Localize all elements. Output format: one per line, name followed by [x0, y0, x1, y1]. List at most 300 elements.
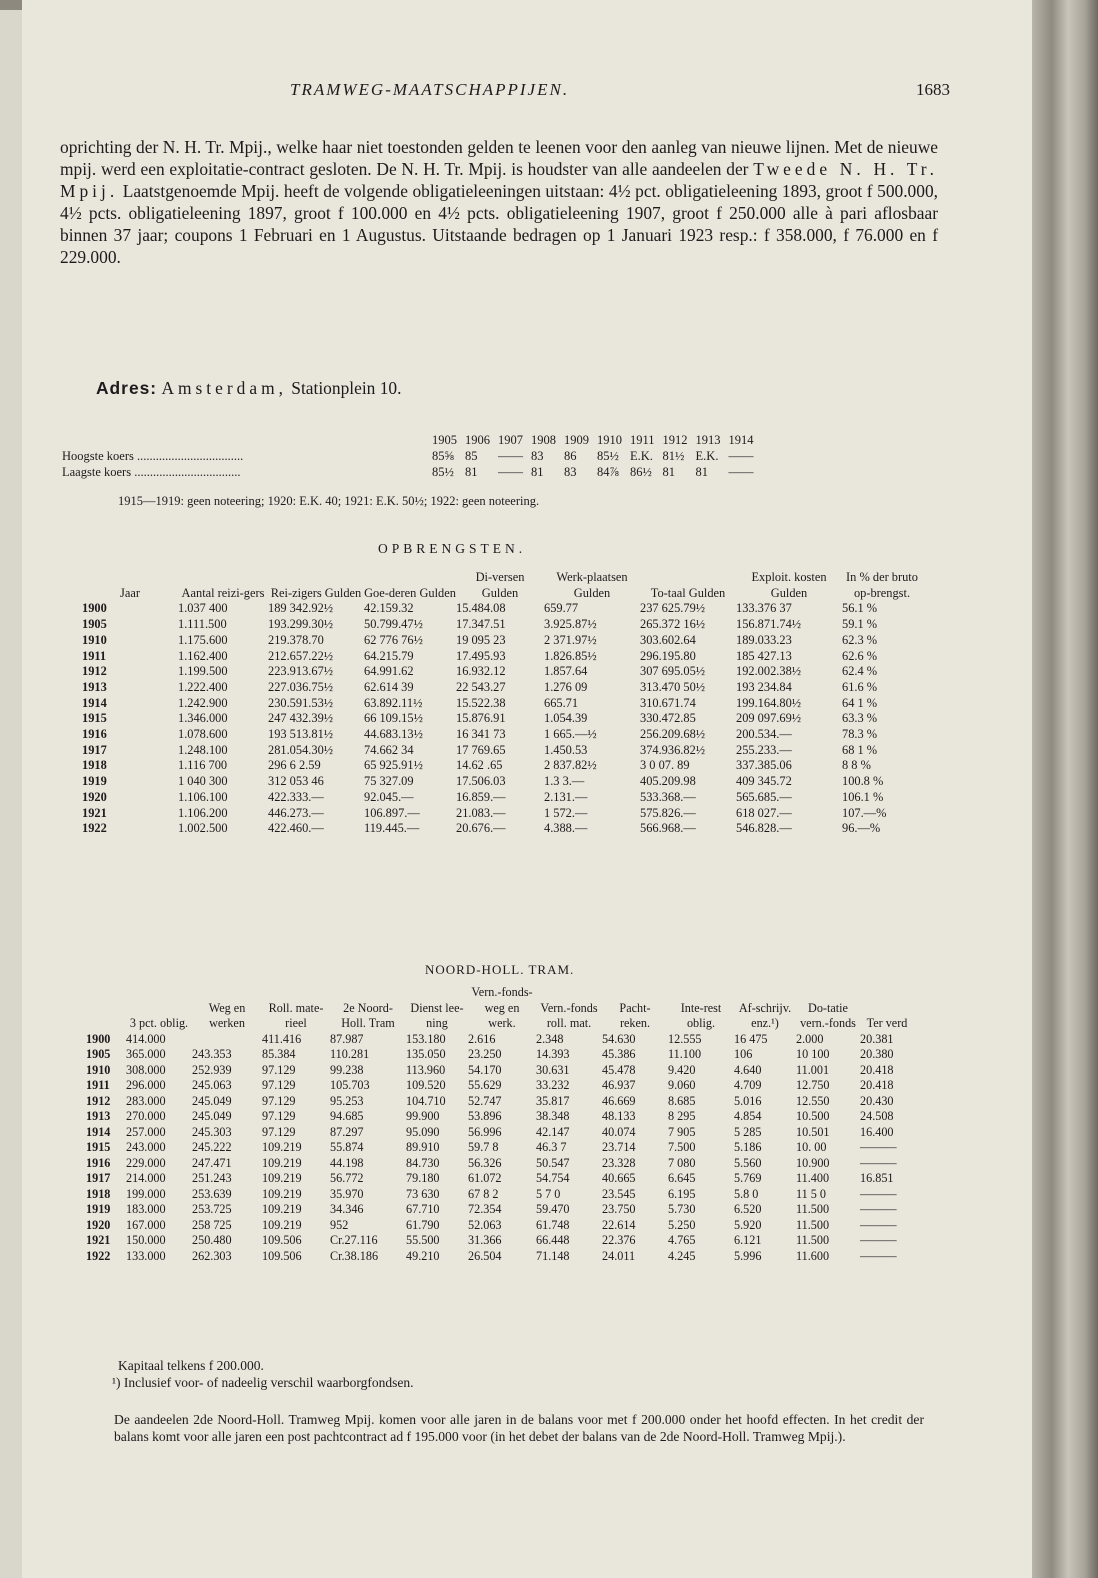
running-header: [290, 80, 950, 100]
noordholl-header-row: [86, 985, 914, 1032]
koers-cell: 81½: [662, 449, 685, 463]
noordholl-cell: 257.000: [126, 1124, 166, 1139]
koers-row: [62, 464, 762, 480]
koers-year: 1905: [432, 433, 457, 447]
opbrengsten-cell: 100.8 %: [842, 774, 884, 789]
koers-cell: 84⅞: [597, 465, 619, 479]
noordholl-title: NOORD-HOLL. TRAM.: [425, 962, 575, 977]
noordholl-cell: 59.470: [536, 1202, 570, 1216]
opbrengsten-cell: 1.111.500: [178, 617, 227, 632]
noordholl-cell: 4.765: [668, 1233, 696, 1247]
noordholl-cell: 150.000: [126, 1233, 166, 1247]
noordholl-cell: 5.769: [734, 1171, 762, 1185]
koers-year: 1908: [531, 433, 556, 447]
opbrengsten-header: Exploit. kosten Gulden: [751, 570, 827, 600]
opbrengsten-header: Rei-zigers Gulden: [270, 585, 362, 600]
noordholl-cell: 4.854: [734, 1109, 762, 1123]
opbrengsten-cell: 200.534.—: [736, 727, 792, 742]
opbrengsten-cell: 15.876.91: [456, 711, 506, 726]
noordholl-cell: 245.049: [192, 1093, 232, 1108]
noordholl-cell: 95.253: [330, 1093, 364, 1108]
noordholl-cell: 40.665: [602, 1171, 636, 1185]
noordholl-cell: 8.685: [668, 1093, 696, 1108]
opbrengsten-cell: 337.385.06: [736, 758, 792, 773]
opbrengsten-row: [82, 696, 922, 712]
opbrengsten-cell: 1.3 3.—: [544, 774, 585, 789]
noordholl-cell: 95.090: [406, 1124, 440, 1139]
noordholl-cell: 46.3 7: [536, 1140, 567, 1154]
address-city: Amsterdam,: [161, 378, 287, 398]
intro-text-1: oprichting der N. H. Tr. Mpij., welke haar niet toestonden gelden te leenen voor den aanleg van nieuwe lijnen. Met de nieuwe mpij. werd een exploitatie-contract gesloten. De N. H. Tr. Mpij. is houdster van alle aandeelen der: [60, 137, 938, 179]
noordholl-year: 1918: [86, 1186, 111, 1201]
noordholl-cell: 30.631: [536, 1062, 570, 1077]
noordholl-row: [86, 1047, 914, 1063]
noordholl-cell: 10.900: [796, 1155, 830, 1170]
capital-note: Kapitaal telkens f 200.000.: [118, 1358, 264, 1373]
noordholl-cell: 229.000: [126, 1155, 166, 1170]
opbrengsten-cell: 2 837.82½: [544, 758, 597, 773]
footnote: ¹) Inclusief voor- of nadeelig verschil waarborgfondsen.: [112, 1375, 414, 1390]
noordholl-cell: 97.129: [262, 1124, 296, 1139]
noordholl-cell: 67.710: [406, 1202, 440, 1216]
opbrengsten-year: 1919: [82, 774, 107, 789]
opbrengsten-year: 1920: [82, 789, 107, 804]
opbrengsten-cell: 106.1 %: [842, 789, 884, 804]
opbrengsten-cell: 665.71: [544, 695, 579, 710]
opbrengsten-cell: 62.6 %: [842, 648, 878, 663]
noordholl-cell: 14.393: [536, 1047, 570, 1061]
noordholl-cell: 23.714: [602, 1140, 636, 1154]
noordholl-cell: 72.354: [468, 1202, 502, 1216]
noordholl-cell: 38.348: [536, 1109, 570, 1123]
noordholl-year: 1900: [86, 1031, 111, 1046]
noordholl-cell: 11.400: [796, 1171, 830, 1185]
noordholl-cell: 11.100: [668, 1047, 702, 1061]
opbrengsten-cell: 446.273.—: [268, 805, 324, 820]
opbrengsten-cell: 16.859.—: [456, 789, 506, 804]
opbrengsten-cell: 546.828.—: [736, 821, 792, 836]
noordholl-cell: 8 295: [668, 1109, 696, 1123]
opbrengsten-row: [82, 633, 922, 649]
koers-year: 1914: [728, 433, 754, 447]
opbrengsten-row: [82, 806, 922, 822]
noordholl-cell: ———: [860, 1140, 897, 1154]
opbrengsten-cell: 255.233.—: [736, 742, 792, 757]
noordholl-cell: 11.500: [796, 1233, 830, 1247]
opbrengsten-cell: 8 8 %: [842, 758, 871, 773]
noordholl-cell: 10.501: [796, 1124, 830, 1139]
koers-cell: ——: [728, 465, 754, 479]
opbrengsten-cell: 1.222.400: [178, 679, 228, 694]
noordholl-cell: 262.303: [192, 1248, 232, 1263]
noordholl-cell: 53.896: [468, 1109, 502, 1123]
noordholl-row: [86, 1202, 914, 1218]
noordholl-header: Do-tatie vern.-fonds: [800, 1000, 856, 1030]
noordholl-cell: 94.685: [330, 1109, 364, 1123]
noordholl-cell: 110.281: [330, 1047, 370, 1061]
noordholl-cell: 109.506: [262, 1233, 302, 1247]
opbrengsten-row: [82, 680, 922, 696]
noordholl-cell: 109.506: [262, 1248, 302, 1263]
noordholl-cell: 10.500: [796, 1109, 830, 1123]
noordholl-cell: 2.616: [468, 1031, 496, 1046]
noordholl-cell: 71.148: [536, 1248, 570, 1263]
noordholl-cell: 59.7 8: [468, 1140, 499, 1154]
opbrengsten-year: 1905: [82, 617, 107, 632]
noordholl-row: [86, 1094, 914, 1110]
noordholl-cell: 245.222: [192, 1140, 232, 1154]
opbrengsten-cell: 265.372 16½: [640, 617, 706, 632]
noordholl-year: 1910: [86, 1062, 111, 1077]
opbrengsten-cell: 247 432.39½: [268, 711, 334, 726]
koers-cell: 86½: [630, 465, 652, 479]
noordholl-cell: 952: [330, 1217, 349, 1232]
noordholl-cell: 245.049: [192, 1109, 232, 1123]
noordholl-cell: 12.555: [668, 1031, 702, 1046]
noordholl-cell: 199.000: [126, 1186, 166, 1201]
noordholl-cell: 7 080: [668, 1155, 696, 1170]
opbrengsten-cell: 107.—%: [842, 805, 887, 820]
noordholl-year: 1917: [86, 1171, 111, 1185]
noordholl-cell: 45.478: [602, 1062, 636, 1077]
opbrengsten-cell: 2.131.—: [544, 789, 588, 804]
opbrengsten-table: [82, 570, 922, 837]
opbrengsten-cell: 223.913.67½: [268, 664, 334, 679]
noordholl-cell: 109.219: [262, 1202, 302, 1216]
opbrengsten-row: [82, 758, 922, 774]
noordholl-cell: 214.000: [126, 1171, 166, 1185]
page-number: 1683: [916, 80, 950, 99]
opbrengsten-cell: 256.209.68½: [640, 727, 706, 742]
noordholl-cell: 109.520: [406, 1078, 446, 1092]
koers-row: [62, 448, 762, 464]
koers-cell: 81: [531, 465, 544, 479]
opbrengsten-cell: 193 234.84: [736, 679, 792, 694]
noordholl-cell: 67 8 2: [468, 1186, 499, 1201]
noordholl-cell: 243.000: [126, 1140, 166, 1154]
noordholl-header: Vern.-fonds roll. mat.: [540, 1000, 598, 1030]
noordholl-cell: 109.219: [262, 1171, 302, 1185]
opbrengsten-cell: 330.472.85: [640, 711, 696, 726]
noordholl-cell: 11.500: [796, 1217, 830, 1232]
koers-cell: 81: [465, 465, 478, 479]
opbrengsten-cell: 59.1 %: [842, 617, 878, 632]
opbrengsten-cell: 1.078.600: [178, 727, 228, 742]
noordholl-cell: 44.198: [330, 1155, 364, 1170]
opbrengsten-cell: 3.925.87½: [544, 617, 597, 632]
opbrengsten-cell: 422.333.—: [268, 789, 324, 804]
opbrengsten-cell: 17.506.03: [456, 774, 506, 789]
opbrengsten-cell: 20.676.—: [456, 821, 506, 836]
noordholl-cell: 23.750: [602, 1202, 636, 1216]
opbrengsten-cell: 1 040 300: [178, 774, 228, 789]
opbrengsten-cell: 62 776 76½: [364, 632, 423, 647]
noordholl-cell: 6.121: [734, 1233, 762, 1247]
opbrengsten-cell: 1.276 09: [544, 679, 588, 694]
opbrengsten-cell: 1.116 700: [178, 758, 228, 773]
noordholl-cell: 34.346: [330, 1202, 364, 1216]
opbrengsten-cell: 230.591.53½: [268, 695, 334, 710]
noordholl-header: Roll. mate-rieel: [268, 1000, 324, 1030]
opbrengsten-cell: 64 1 %: [842, 695, 878, 710]
noordholl-row: [86, 1078, 914, 1094]
noordholl-cell: 56.996: [468, 1124, 502, 1139]
opbrengsten-cell: 56.1 %: [842, 601, 878, 616]
koers-year: 1909: [564, 433, 589, 447]
opbrengsten-cell: 303.602.64: [640, 632, 696, 647]
noordholl-cell: ———: [860, 1155, 897, 1170]
noordholl-cell: 5.250: [668, 1217, 696, 1232]
noordholl-header: Weg en werken: [208, 1000, 246, 1030]
opbrengsten-cell: 1.106.100: [178, 789, 228, 804]
opbrengsten-cell: 62.4 %: [842, 664, 878, 679]
opbrengsten-cell: 409 345.72: [736, 774, 792, 789]
opbrengsten-header: Di-versen Gulden: [475, 570, 525, 600]
opbrengsten-cell: 62.3 %: [842, 632, 878, 647]
noordholl-cell: 40.074: [602, 1124, 636, 1139]
noordholl-cell: 247.471: [192, 1155, 232, 1170]
noordholl-cell: 308.000: [126, 1062, 166, 1077]
address-label: Adres:: [96, 378, 158, 398]
noordholl-cell: 99.900: [406, 1109, 440, 1123]
noordholl-cell: 6.520: [734, 1202, 762, 1216]
noordholl-cell: 46.937: [602, 1078, 636, 1092]
opbrengsten-cell: 15.522.38: [456, 695, 506, 710]
opbrengsten-cell: 2 371.97½: [544, 632, 597, 647]
opbrengsten-cell: 1 665.—½: [544, 727, 597, 742]
opbrengsten-cell: 14.62 .65: [456, 758, 503, 773]
noordholl-row: [86, 1187, 914, 1203]
noordholl-cell: 48.133: [602, 1109, 636, 1123]
opbrengsten-row: [82, 711, 922, 727]
noordholl-cell: ———: [860, 1217, 897, 1232]
noordholl-cell: 20.418: [860, 1062, 894, 1077]
noordholl-cell: 106: [734, 1047, 753, 1061]
noordholl-table: [86, 985, 914, 1264]
noordholl-row: [86, 1125, 914, 1141]
opbrengsten-cell: 227.036.75½: [268, 679, 334, 694]
opbrengsten-cell: 307 695.05½: [640, 664, 706, 679]
opbrengsten-year: 1917: [82, 742, 107, 757]
opbrengsten-header: Aantal reizi-gers: [181, 585, 265, 600]
opbrengsten-cell: 75 327.09: [364, 774, 414, 789]
opbrengsten-cell: 566.968.—: [640, 821, 696, 836]
koers-cell: 81: [662, 465, 676, 479]
koers-cell: 85½: [597, 449, 619, 463]
noordholl-cell: 20.380: [860, 1047, 894, 1061]
koers-year: 1907: [498, 433, 523, 447]
opbrengsten-row: [82, 664, 922, 680]
noordholl-cell: 49.210: [406, 1248, 440, 1263]
opbrengsten-cell: 659.77: [544, 601, 579, 616]
noordholl-cell: 5.8 0: [734, 1186, 759, 1201]
noordholl-cell: 7 905: [668, 1124, 696, 1139]
koers-year: 1910: [597, 433, 622, 447]
koers-year: 1912: [662, 433, 688, 447]
noordholl-cell: 20.418: [860, 1078, 894, 1092]
opbrengsten-header: Jaar: [120, 585, 140, 600]
opbrengsten-cell: 1.346.000: [178, 711, 228, 726]
noordholl-cell: 5.186: [734, 1140, 762, 1154]
noordholl-cell: ———: [860, 1186, 897, 1201]
opbrengsten-row: [82, 601, 922, 617]
intro-spaced-name: Tweede N. H. Tr. Mpij.: [60, 159, 938, 201]
noordholl-cell: 54.630: [602, 1031, 636, 1046]
noordholl-cell: 133.000: [126, 1248, 166, 1263]
noordholl-year: 1905: [86, 1047, 111, 1061]
opbrengsten-row: [82, 743, 922, 759]
opbrengsten-row: [82, 774, 922, 790]
opbrengsten-year: 1918: [82, 758, 107, 773]
noordholl-cell: 4.640: [734, 1062, 762, 1077]
noordholl-cell: 45.386: [602, 1047, 636, 1061]
noordholl-row: [86, 1032, 914, 1048]
noordholl-cell: 20.430: [860, 1093, 894, 1108]
opbrengsten-cell: 296.195.80: [640, 648, 696, 663]
noordholl-cell: 89.910: [406, 1140, 440, 1154]
opbrengsten-cell: 422.460.—: [268, 821, 324, 836]
noordholl-cell: 109.219: [262, 1155, 302, 1170]
opbrengsten-cell: 565.685.—: [736, 789, 792, 804]
opbrengsten-row: [82, 790, 922, 806]
opbrengsten-cell: 4.388.—: [544, 821, 588, 836]
noordholl-cell: 11.600: [796, 1248, 830, 1263]
koers-year: 1911: [630, 433, 655, 447]
opbrengsten-cell: 296 6 2.59: [268, 758, 321, 773]
noordholl-cell: 97.129: [262, 1078, 296, 1092]
noordholl-cell: 52.747: [468, 1093, 502, 1108]
noordholl-cell: 113.960: [406, 1062, 446, 1077]
noordholl-row: [86, 1140, 914, 1156]
opbrengsten-year: 1912: [82, 664, 107, 679]
koers-row-label: Hoogste koers ..................................: [62, 449, 244, 463]
noordholl-cell: 55.874: [330, 1140, 364, 1154]
closing-paragraph: De aandeelen 2de Noord-Holl. Tramweg Mpij. komen voor alle jaren in de balans voor met f 200.000 onder het hoofd effecten. In het credit der balans komt voor alle jaren een post pachtcontract ad f 195.000 voor (in het debet der balans van de 2de Noord-Holl. Tramweg Mpij.).: [114, 1412, 924, 1444]
opbrengsten-cell: 61.6 %: [842, 679, 878, 694]
opbrengsten-cell: 193 513.81½: [268, 727, 334, 742]
noordholl-cell: 24.508: [860, 1109, 894, 1123]
noordholl-cell: 252.939: [192, 1062, 232, 1077]
noordholl-cell: 105.703: [330, 1078, 370, 1092]
opbrengsten-cell: 1.857.64: [544, 664, 588, 679]
koers-cell: 85½: [432, 465, 454, 479]
noordholl-cell: 6.195: [668, 1186, 696, 1201]
noordholl-cell: ———: [860, 1248, 897, 1263]
noordholl-cell: [192, 1032, 262, 1048]
opbrengsten-cell: 1.199.500: [178, 664, 228, 679]
koers-year: 1906: [465, 433, 490, 447]
koers-cell: 83: [564, 465, 577, 479]
noordholl-cell: 50.547: [536, 1155, 570, 1170]
opbrengsten-cell: 618 027.—: [736, 805, 792, 820]
noordholl-cell: 12.550: [796, 1093, 830, 1108]
noordholl-cell: 411.416: [262, 1031, 302, 1046]
noordholl-cell: 54.754: [536, 1171, 570, 1185]
noordholl-cell: 5.560: [734, 1155, 762, 1170]
opbrengsten-cell: 42.159.32: [364, 601, 414, 616]
intro-text-2: Laatstgenoemde Mpij. heeft de volgende obligatieleeningen uitstaan: 4½ pct. obligatieleening 1893, groot f 500.000, 4½ pcts. obligatieleening 1897, groot f 100.000 en 4½ pcts. obligatieleening 1907, groot f 250.000 alle à pari aflosbaar binnen 37 jaar; coupons 1 Februari en 1 Augustus. Uitstaande bedragen op 1 Januari 1923 resp.: f 358.000, f 76.000 en f 229.000.: [60, 181, 938, 267]
noordholl-cell: 5.730: [668, 1202, 696, 1216]
koers-cell: ——: [498, 449, 523, 463]
address-street: Stationplein 10.: [291, 378, 402, 398]
noordholl-cell: 24.011: [602, 1248, 636, 1263]
noordholl-cell: 22.376: [602, 1233, 636, 1247]
noordholl-cell: 414.000: [126, 1031, 166, 1046]
opbrengsten-cell: 281.054.30½: [268, 742, 334, 757]
noordholl-cell: 104.710: [406, 1093, 446, 1108]
koers-year: 1913: [695, 433, 721, 447]
noordholl-cell: 2.348: [536, 1031, 564, 1046]
opbrengsten-cell: 44.683.13½: [364, 727, 423, 742]
opbrengsten-cell: 219.378.70: [268, 632, 324, 647]
noordholl-year: 1921: [86, 1233, 111, 1247]
koers-cell: 85: [465, 449, 478, 463]
opbrengsten-cell: 17 769.65: [456, 742, 506, 757]
noordholl-cell: 11.001: [796, 1062, 830, 1077]
opbrengsten-cell: 1.106.200: [178, 805, 228, 820]
noordholl-cell: 296.000: [126, 1078, 166, 1092]
opbrengsten-header: Goe-deren Gulden: [364, 585, 456, 600]
noordholl-cell: 42.147: [536, 1124, 570, 1139]
opbrengsten-cell: 19 095 23: [456, 632, 506, 647]
koers-cell: 83: [531, 449, 544, 463]
koers-table: [62, 432, 762, 480]
noordholl-cell: 46.669: [602, 1093, 636, 1108]
noordholl-cell: 55.629: [468, 1078, 502, 1092]
noordholl-cell: 16.400: [860, 1124, 894, 1139]
noordholl-cell: 4.709: [734, 1078, 762, 1092]
opbrengsten-cell: 17.347.51: [456, 617, 506, 632]
noordholl-cell: 33.232: [536, 1078, 570, 1092]
noordholl-cell: 253.639: [192, 1186, 232, 1201]
noordholl-cell: 6.645: [668, 1171, 696, 1185]
noordholl-year: 1915: [86, 1140, 111, 1154]
noordholl-header: Ter verd: [866, 1016, 908, 1030]
page-title: TRAMWEG-MAATSCHAPPIJEN.: [290, 80, 570, 99]
opbrengsten-year: 1921: [82, 805, 107, 820]
opbrengsten-cell: 64.215.79: [364, 648, 414, 663]
noordholl-cell: 97.129: [262, 1109, 296, 1123]
koers-corner: [62, 432, 432, 448]
opbrengsten-cell: 189 342.92½: [268, 601, 334, 616]
noordholl-cell: 5 7 0: [536, 1186, 561, 1201]
noordholl-cell: ———: [860, 1202, 897, 1216]
opbrengsten-cell: 189.033.23: [736, 632, 792, 647]
noordholl-cell: 22.614: [602, 1217, 636, 1232]
noordholl-cell: 109.219: [262, 1186, 302, 1201]
noordholl-header: Vern.-fonds-weg en werk.: [471, 985, 533, 1030]
noordholl-cell: 365.000: [126, 1047, 166, 1061]
noordholl-year: 1920: [86, 1217, 111, 1232]
opbrengsten-cell: 1.242.900: [178, 695, 228, 710]
opbrengsten-cell: 1.450.53: [544, 742, 588, 757]
noordholl-cell: 12.750: [796, 1078, 830, 1092]
opbrengsten-cell: 74.662 34: [364, 742, 414, 757]
noordholl-year: 1914: [86, 1124, 111, 1139]
koers-cell: E.K.: [630, 449, 653, 463]
opbrengsten-header: To-taal Gulden: [650, 585, 726, 600]
noordholl-cell: 135.050: [406, 1047, 446, 1061]
noordholl-cell: 84.730: [406, 1155, 440, 1170]
opbrengsten-cell: 212.657.22½: [268, 648, 334, 663]
intro-paragraph: [60, 136, 938, 268]
noordholl-cell: 54.170: [468, 1062, 502, 1077]
opbrengsten-year: 1913: [82, 679, 107, 694]
opbrengsten-year: 1915: [82, 711, 107, 726]
opbrengsten-cell: 209 097.69½: [736, 711, 802, 726]
opbrengsten-cell: 78.3 %: [842, 727, 878, 742]
noordholl-cell: 4.245: [668, 1248, 696, 1263]
